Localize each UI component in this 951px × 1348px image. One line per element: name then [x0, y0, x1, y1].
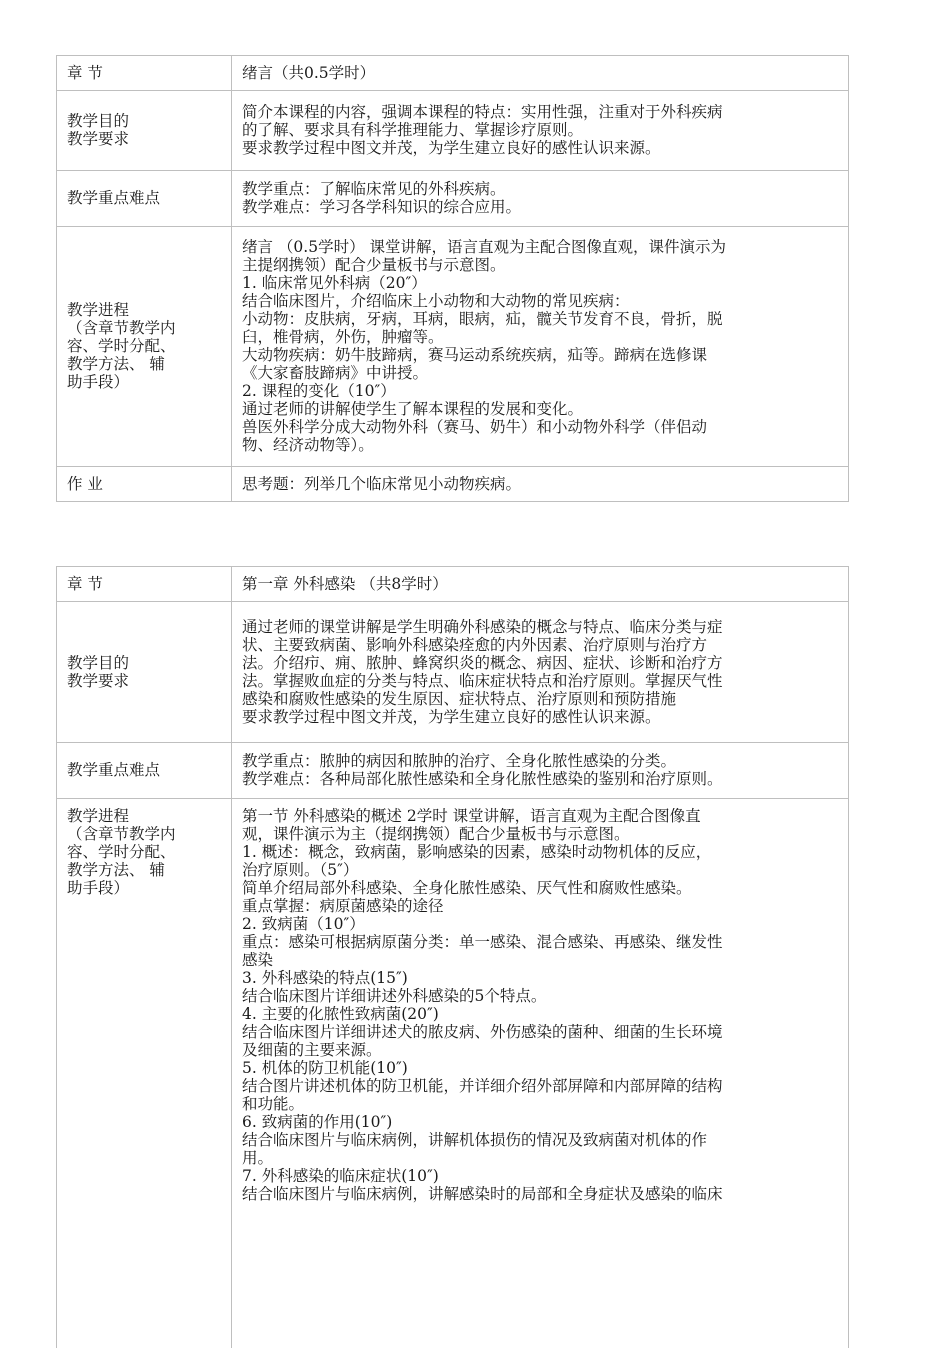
table-row — [57, 799, 849, 1348]
chapter-value: 第一章 外科感染 （共8学时） — [232, 567, 849, 602]
table-row — [57, 56, 849, 91]
goal-label: 教学目的 教学要求 — [57, 602, 232, 743]
syllabus-table-chapter-1 — [56, 566, 849, 1348]
goal-text: 简介本课程的内容，强调本课程的特点：实用性强，注重对于外科疾病 的了解、要求具有科学推理能力、掌握诊疗原则。 要求教学过程中图文并茂，为学生建立良好的感性认识来源。 — [232, 91, 849, 171]
chapter-value: 绪言（共0.5学时） — [232, 56, 849, 91]
chapter-label: 章 节 — [57, 56, 232, 91]
progress-label: 教学进程 （含章节教学内 容、学时分配、 教学方法、 辅 助手段） — [57, 799, 232, 1348]
goal-text: 通过老师的课堂讲解是学生明确外科感染的概念与特点、临床分类与症 状、主要致病菌、影响外科感染痊愈的内外因素、治疗原则与治疗方 法。介绍疖、痈、脓肿、蜂窝织炎的概念、病因、症状、诊断和治疗方 法。掌握败血症的分类与特点、临床症状特点和治疗原则。掌握厌气性 感染和腐败性感染的发生原因、症状特点、治疗原则和预防措施 要求教学过程中图文并茂，为学生建立良好的感性认识来源。 — [232, 602, 849, 743]
key-points-label: 教学重点难点 — [57, 171, 232, 227]
progress-text: 绪言 （0.5学时） 课堂讲解，语言直观为主配合图像直观，课件演示为 主提纲携领）配合少量板书与示意图。 1. 临床常见外科病（20″） 结合临床图片，介绍临床上小动物和大动物的常见疾病： 小动物：皮肤病，牙病，耳病，眼病，疝，髋关节发育不良，骨折，脱 臼，椎骨病，外伤，肿瘤等。 大动物疾病：奶牛肢蹄病，赛马运动系统疾病，疝等。蹄病在选修课 《大家畜肢蹄病》中讲授。 2. 课程的变化（10″） 通过老师的讲解使学生了解本课程的发展和变化。 兽医外科学分成大动物外科（赛马、奶牛）和小动物外科学（伴侣动 物、经济动物等）。 — [232, 227, 849, 467]
chapter-label: 章 节 — [57, 567, 232, 602]
table-row — [57, 227, 849, 467]
table-row — [57, 467, 849, 502]
table-row — [57, 743, 849, 799]
key-points-text: 教学重点：了解临床常见的外科疾病。 教学难点：学习各学科知识的综合应用。 — [232, 171, 849, 227]
table-row — [57, 567, 849, 602]
progress-text: 第一节 外科感染的概述 2学时 课堂讲解，语言直观为主配合图像直 观，课件演示为主（提纲携领）配合少量板书与示意图。 1. 概述：概念，致病菌，影响感染的因素，感染时动物机体的反应， 治疗原则。（5″） 简单介绍局部外科感染、全身化脓性感染、厌气性和腐败性感染。 重点掌握：病原菌感染的途径 2. 致病菌（10″） 重点：感染可根据病原菌分类：单一感染、混合感染、再感染、继发性 感染 3. 外科感染的特点(15″) 结合临床图片详细讲述外科感染的5个特点。 4. 主要的化脓性致病菌(20″) 结合临床图片详细讲述犬的脓皮病、外伤感染的菌种、细菌的生长环境 及细菌的主要来源。 5. 机体的防卫机能(10″) 结合图片讲述机体的防卫机能，并详细介绍外部屏障和内部屏障的结构 和功能。 6. 致病菌的作用(10″) 结合临床图片与临床病例，讲解机体损伤的情况及致病菌对机体的作 用。 7. 外科感染的临床症状(10″) 结合临床图片与临床病例，讲解感染时的局部和全身症状及感染的临床 — [232, 799, 849, 1348]
homework-label: 作 业 — [57, 467, 232, 502]
homework-text: 思考题：列举几个临床常见小动物疾病。 — [232, 467, 849, 502]
key-points-label: 教学重点难点 — [57, 743, 232, 799]
syllabus-table-introduction — [56, 55, 849, 502]
progress-label: 教学进程 （含章节教学内 容、学时分配、 教学方法、 辅 助手段） — [57, 227, 232, 467]
goal-label: 教学目的 教学要求 — [57, 91, 232, 171]
table-row — [57, 91, 849, 171]
table-row — [57, 602, 849, 743]
table-row — [57, 171, 849, 227]
key-points-text: 教学重点：脓肿的病因和脓肿的治疗、全身化脓性感染的分类。 教学难点：各种局部化脓性感染和全身化脓性感染的鉴别和治疗原则。 — [232, 743, 849, 799]
